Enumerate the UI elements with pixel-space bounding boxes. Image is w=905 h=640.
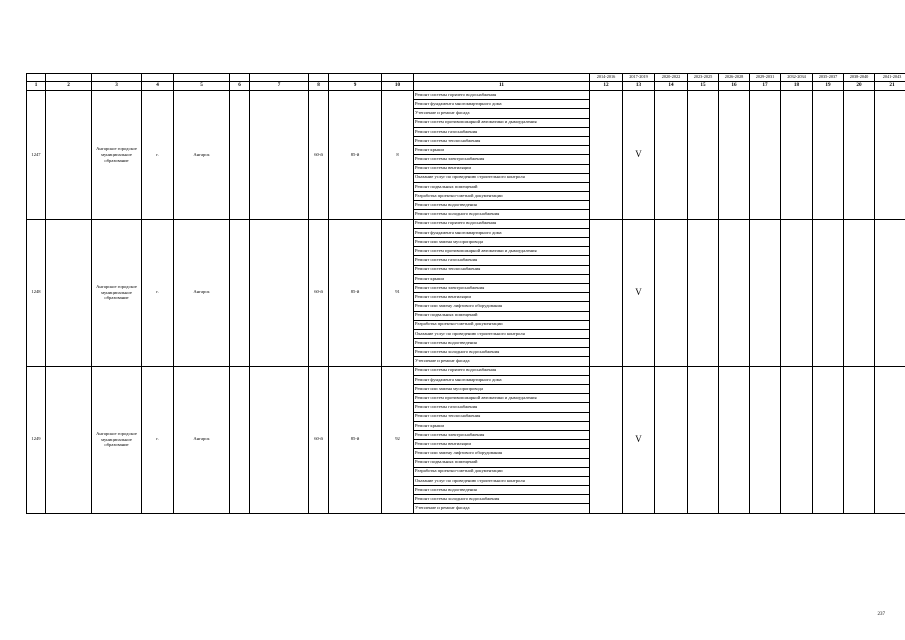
work-type-cell: Ремонт системы газоснабжения (414, 403, 590, 412)
work-type-cell: Ремонт системы холодного водоснабжения (414, 495, 590, 504)
blank-cell (250, 219, 309, 366)
work-type-cell: Ремонт фундамента многоквартирного дома (414, 228, 590, 237)
header-blank-cell (92, 74, 142, 82)
work-type-cell: Ремонт или замена мусоропровода (414, 238, 590, 247)
period-header-cell: 2020-2022 (655, 74, 688, 82)
work-row (27, 91, 905, 100)
period-mark-cell: V (623, 366, 655, 513)
column-number-row (27, 82, 905, 91)
period-header-row (27, 74, 905, 82)
page-number: 237 (877, 612, 885, 617)
column-number-cell: 1 (27, 82, 46, 91)
work-type-cell: Утепление и ремонт фасада (414, 109, 590, 118)
blank-cell (46, 366, 92, 513)
work-type-cell: Ремонт подвальных помещений (414, 182, 590, 191)
column-number-cell: 13 (623, 82, 655, 91)
period-header-cell: 2023-2025 (688, 74, 719, 82)
column-number-cell: 7 (250, 82, 309, 91)
period-header-cell: 2035-2037 (813, 74, 844, 82)
header-blank-cell (142, 74, 174, 82)
period-cell (844, 366, 875, 513)
work-type-cell: Ремонт или замена мусоропровода (414, 385, 590, 394)
column-number-cell: 3 (92, 82, 142, 91)
col9-cell: 85-й (329, 366, 382, 513)
work-type-cell: Ремонт подвальных помещений (414, 311, 590, 320)
header-blank-cell (382, 74, 414, 82)
work-type-cell: Ремонт системы газоснабжения (414, 256, 590, 265)
period-cell (590, 366, 623, 513)
period-cell (719, 366, 750, 513)
work-row (27, 366, 905, 375)
record-number-cell: 1249 (27, 366, 46, 513)
work-type-cell: Ремонт системы электроснабжения (414, 155, 590, 164)
column-number-cell: 14 (655, 82, 688, 91)
work-type-cell: Ремонт фундамента многоквартирного дома (414, 100, 590, 109)
period-cell (655, 366, 688, 513)
period-cell (781, 219, 813, 366)
period-cell (688, 366, 719, 513)
period-cell (688, 91, 719, 220)
period-cell (590, 91, 623, 220)
column-number-cell: 19 (813, 82, 844, 91)
period-mark-cell: V (623, 91, 655, 220)
period-header-cell: 2041-2043 (875, 74, 905, 82)
column-number-cell: 16 (719, 82, 750, 91)
period-cell (750, 91, 781, 220)
column-number-cell: 8 (309, 82, 329, 91)
period-header-cell: 2029-2031 (750, 74, 781, 82)
period-cell (750, 366, 781, 513)
work-type-cell: Утепление и ремонт фасада (414, 357, 590, 366)
period-cell (875, 91, 905, 220)
header-blank-cell (46, 74, 92, 82)
column-number-cell: 9 (329, 82, 382, 91)
blank-cell (250, 91, 309, 220)
work-type-cell: Ремонт системы холодного водоснабжения (414, 210, 590, 219)
period-cell (719, 91, 750, 220)
work-type-cell: Ремонт системы вентиляции (414, 293, 590, 302)
municipality-cell: Ангарское городское муниципальное образование (92, 219, 142, 366)
column-number-cell: 21 (875, 82, 905, 91)
period-mark-cell: V (623, 219, 655, 366)
period-cell (813, 91, 844, 220)
work-type-cell: Оказание услуг по проведению строительного контроля (414, 173, 590, 182)
header-blank-cell (27, 74, 46, 82)
work-type-cell: Ремонт системы вентиляции (414, 164, 590, 173)
period-cell (590, 219, 623, 366)
work-type-cell: Ремонт системы водоотведения (414, 201, 590, 210)
work-type-cell: Ремонт системы теплоснабжения (414, 412, 590, 421)
work-type-cell: Разработка проектно-сметной документации (414, 320, 590, 329)
work-type-cell: Ремонт системы горячего водоснабжения (414, 219, 590, 228)
period-cell (750, 219, 781, 366)
col9-cell: 85-й (329, 91, 382, 220)
column-number-cell: 20 (844, 82, 875, 91)
work-type-cell: Ремонт системы теплоснабжения (414, 265, 590, 274)
work-type-cell: Ремонт систем противопожарной автоматики и дымоудаления (414, 394, 590, 403)
work-type-cell: Ремонт системы горячего водоснабжения (414, 91, 590, 100)
settlement-type-cell: г. (142, 91, 174, 220)
record-number-cell: 1248 (27, 219, 46, 366)
house-number-cell: 91 (382, 219, 414, 366)
work-type-cell: Оказание услуг по проведению строительного контроля (414, 329, 590, 338)
period-cell (875, 219, 905, 366)
work-type-cell: Ремонт систем противопожарной автоматики и дымоудаления (414, 118, 590, 127)
column-number-cell: 6 (230, 82, 250, 91)
blank-cell (46, 219, 92, 366)
period-header-cell: 2026-2028 (719, 74, 750, 82)
work-type-cell: Ремонт системы газоснабжения (414, 127, 590, 136)
city-cell: Ангарск (174, 366, 230, 513)
period-cell (655, 219, 688, 366)
header-blank-cell (414, 74, 590, 82)
column-number-cell: 4 (142, 82, 174, 91)
work-type-cell: Ремонт или замену лифтового оборудования (414, 449, 590, 458)
header-blank-cell (329, 74, 382, 82)
city-cell: Ангарск (174, 91, 230, 220)
municipality-cell: Ангарское городское муниципальное образование (92, 366, 142, 513)
settlement-type-cell: г. (142, 219, 174, 366)
work-type-cell: Ремонт фундамента многоквартирного дома (414, 375, 590, 384)
work-type-cell: Разработка проектно-сметной документации (414, 192, 590, 201)
period-cell (655, 91, 688, 220)
work-type-cell: Ремонт крыши (414, 146, 590, 155)
capital-repair-register-table (26, 73, 905, 514)
period-cell (844, 91, 875, 220)
period-cell (781, 366, 813, 513)
work-type-cell: Ремонт системы теплоснабжения (414, 136, 590, 145)
period-cell (781, 91, 813, 220)
column-number-cell: 12 (590, 82, 623, 91)
column-number-cell: 11 (414, 82, 590, 91)
blank-cell (250, 366, 309, 513)
column-number-cell: 15 (688, 82, 719, 91)
work-type-cell: Ремонт системы холодного водоснабжения (414, 348, 590, 357)
blank-cell (230, 366, 250, 513)
col8-cell: 60-й (309, 91, 329, 220)
work-type-cell: Ремонт крыши (414, 274, 590, 283)
period-cell (719, 219, 750, 366)
work-type-cell: Ремонт системы горячего водоснабжения (414, 366, 590, 375)
period-cell (813, 219, 844, 366)
work-type-cell: Ремонт системы вентиляции (414, 440, 590, 449)
header-blank-cell (309, 74, 329, 82)
work-type-cell: Ремонт крыши (414, 421, 590, 430)
work-type-cell: Ремонт системы электроснабжения (414, 430, 590, 439)
column-number-cell: 5 (174, 82, 230, 91)
blank-cell (230, 219, 250, 366)
work-type-cell: Оказание услуг по проведению строительного контроля (414, 476, 590, 485)
work-type-cell: Ремонт или замену лифтового оборудования (414, 302, 590, 311)
work-type-cell: Разработка проектно-сметной документации (414, 467, 590, 476)
header-blank-cell (174, 74, 230, 82)
period-header-cell: 2032-2034 (781, 74, 813, 82)
period-header-cell: 2014-2016 (590, 74, 623, 82)
work-type-cell: Ремонт системы электроснабжения (414, 283, 590, 292)
col9-cell: 85-й (329, 219, 382, 366)
blank-cell (46, 91, 92, 220)
period-cell (875, 366, 905, 513)
work-type-cell: Ремонт системы водоотведения (414, 486, 590, 495)
column-number-cell: 18 (781, 82, 813, 91)
work-type-cell: Ремонт систем противопожарной автоматики и дымоудаления (414, 247, 590, 256)
header-blank-cell (250, 74, 309, 82)
house-number-cell: 92 (382, 366, 414, 513)
col8-cell: 60-й (309, 219, 329, 366)
period-header-cell: 2038-2040 (844, 74, 875, 82)
work-type-cell: Ремонт системы водоотведения (414, 339, 590, 348)
column-number-cell: 10 (382, 82, 414, 91)
blank-cell (230, 91, 250, 220)
house-number-cell: 8 (382, 91, 414, 220)
period-cell (688, 219, 719, 366)
column-number-cell: 17 (750, 82, 781, 91)
period-cell (813, 366, 844, 513)
period-cell (844, 219, 875, 366)
municipality-cell: Ангарское городское муниципальное образование (92, 91, 142, 220)
period-header-cell: 2017-2019 (623, 74, 655, 82)
work-type-cell: Ремонт подвальных помещений (414, 458, 590, 467)
col8-cell: 60-й (309, 366, 329, 513)
header-blank-cell (230, 74, 250, 82)
city-cell: Ангарск (174, 219, 230, 366)
work-type-cell: Утепление и ремонт фасада (414, 504, 590, 513)
settlement-type-cell: г. (142, 366, 174, 513)
column-number-cell: 2 (46, 82, 92, 91)
work-row (27, 219, 905, 228)
record-number-cell: 1247 (27, 91, 46, 220)
